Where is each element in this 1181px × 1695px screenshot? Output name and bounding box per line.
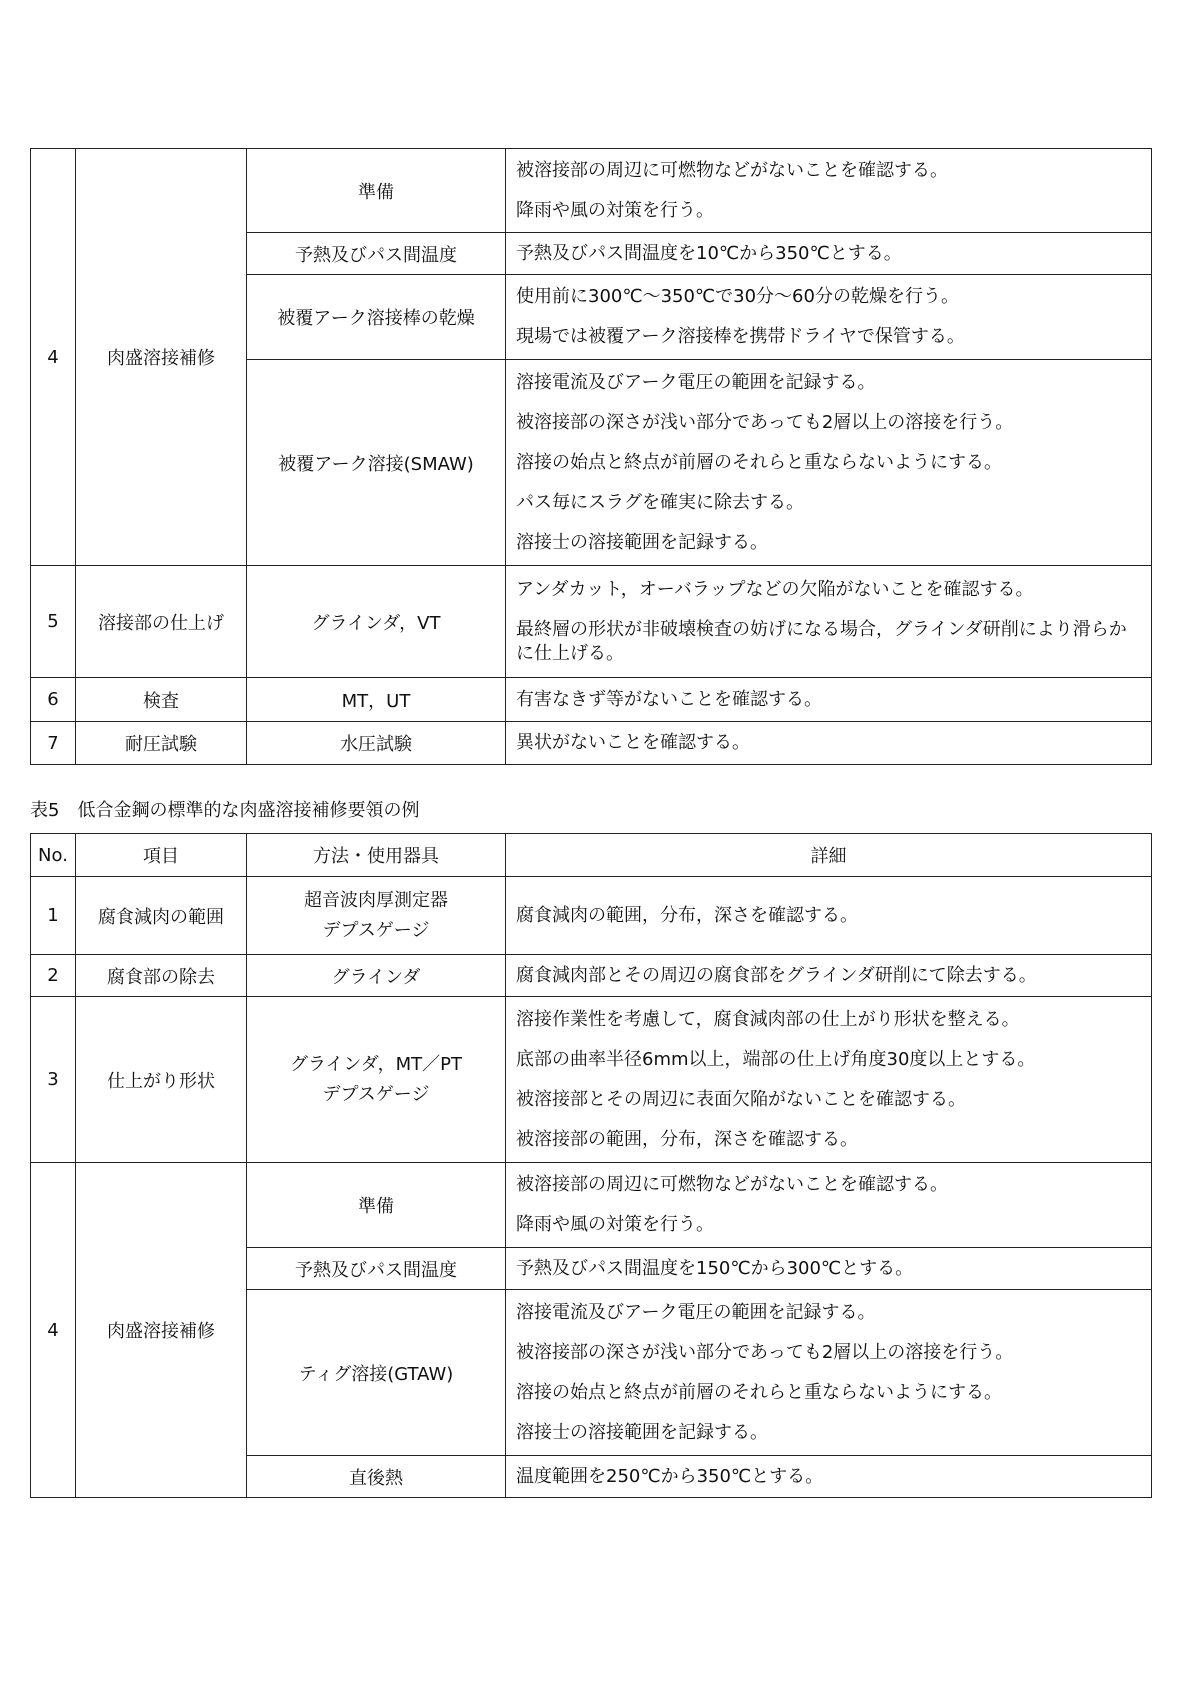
row-item: 肉盛溶接補修 [76,1163,247,1498]
detail-line: 被溶接部の深さが浅い部分であっても2層以上の溶接を行う。 [516,1341,1014,1363]
table5-low-alloy-steel-repair [30,833,1152,1498]
row-method: 直後熱 [247,1456,506,1498]
table-row [31,149,1152,233]
detail-line: 溶接作業性を考慮して，腐食減肉部の仕上がり形状を整える。 [516,1008,1020,1030]
table-row [31,997,1152,1163]
row-details [506,360,1152,566]
row-item: 肉盛溶接補修 [76,149,247,566]
row-no: 3 [31,997,76,1163]
row-no: 4 [31,1163,76,1498]
row-no: 6 [31,678,76,722]
row-details [506,678,1152,722]
row-method: MT，UT [247,678,506,722]
row-details [506,877,1152,955]
row-item: 検査 [76,678,247,722]
row-item: 溶接部の仕上げ [76,566,247,678]
table-row [31,678,1152,722]
detail-line: 腐食減肉の範囲，分布，深さを確認する。 [516,904,858,926]
row-item: 仕上がり形状 [76,997,247,1163]
detail-line: 予熱及びパス間温度を150℃から300℃とする。 [516,1257,914,1279]
detail-line: 最終層の形状が非破壊検査の妨げになる場合，グラインダ研削により滑らかに仕上げる。 [516,618,1127,664]
row-method: 準備 [247,149,506,233]
row-item: 腐食部の除去 [76,955,247,997]
detail-line: 被溶接部の範囲，分布，深さを確認する。 [516,1128,858,1150]
row-item: 耐圧試験 [76,722,247,765]
table-row [31,566,1152,678]
row-no: 4 [31,149,76,566]
detail-line: 被溶接部とその周辺に表面欠陥がないことを確認する。 [516,1088,966,1110]
detail-line: 降雨や風の対策を行う。 [516,199,714,221]
row-details [506,149,1152,233]
row-details [506,722,1152,765]
detail-line: 溶接士の溶接範囲を記録する。 [516,1421,768,1443]
row-details [506,997,1152,1163]
detail-line: 異状がないことを確認する。 [516,732,750,753]
table-row [31,877,1152,955]
detail-line: 被溶接部の深さが浅い部分であっても2層以上の溶接を行う。 [516,411,1014,433]
detail-line: 溶接の始点と終点が前層のそれらと重ならないようにする。 [516,1381,1002,1403]
row-details [506,1290,1152,1456]
header-method: 方法・使用器具 [247,834,506,877]
detail-line: 被溶接部の周辺に可燃物などがないことを確認する。 [516,1174,948,1195]
detail-line: 有害なきず等がないことを確認する。 [516,688,822,710]
row-no: 1 [31,877,76,955]
header-item: 項目 [76,834,247,877]
repair-procedure-table-continued [30,148,1152,765]
row-method: グラインダ，VT [247,566,506,678]
header-details: 詳細 [506,834,1152,877]
row-method: 予熱及びパス間温度 [247,1248,506,1290]
detail-line: 温度範囲を250℃から350℃とする。 [516,1465,824,1487]
row-no: 2 [31,955,76,997]
row-method: グラインダ，MT／PT デプスゲージ [247,997,506,1163]
table-row [31,1163,1152,1248]
row-method: 水圧試験 [247,722,506,765]
row-details [506,233,1152,275]
table-header-row [31,834,1152,877]
row-method: 超音波肉厚測定器 デプスゲージ [247,877,506,955]
detail-line: 使用前に300℃～350℃で30分～60分の乾燥を行う。 [516,286,959,307]
row-details [506,955,1152,997]
detail-line: 降雨や風の対策を行う。 [516,1214,714,1235]
row-details [506,566,1152,678]
row-details [506,1248,1152,1290]
table-row [31,722,1152,765]
table5-caption: 表5 低合金鋼の標準的な肉盛溶接補修要領の例 [30,800,420,821]
row-no: 7 [31,722,76,765]
row-no: 5 [31,566,76,678]
table-row [31,955,1152,997]
row-details [506,1163,1152,1248]
row-method: 被覆アーク溶接棒の乾燥 [247,275,506,360]
row-method: ティグ溶接(GTAW) [247,1290,506,1456]
detail-line: 溶接電流及びアーク電圧の範囲を記録する。 [516,1301,876,1323]
row-details [506,275,1152,360]
detail-line: 溶接士の溶接範囲を記録する。 [516,531,768,553]
row-method: 被覆アーク溶接(SMAW) [247,360,506,566]
detail-line: 現場では被覆アーク溶接棒を携帯ドライヤで保管する。 [516,326,965,347]
row-method: グラインダ [247,955,506,997]
detail-line: 溶接の始点と終点が前層のそれらと重ならないようにする。 [516,451,1002,473]
detail-line: 腐食減肉部とその周辺の腐食部をグラインダ研削にて除去する。 [516,964,1037,986]
row-details [506,1456,1152,1498]
detail-line: 溶接電流及びアーク電圧の範囲を記録する。 [516,371,876,393]
row-item: 腐食減肉の範囲 [76,877,247,955]
detail-line: 予熱及びパス間温度を10℃から350℃とする。 [516,242,902,264]
row-method: 準備 [247,1163,506,1248]
detail-line: 底部の曲率半径6mm以上，端部の仕上げ角度30度以上とする。 [516,1048,1036,1070]
detail-line: パス毎にスラグを確実に除去する。 [516,491,804,513]
header-no: No. [31,834,76,877]
row-method: 予熱及びパス間温度 [247,233,506,275]
detail-line: 被溶接部の周辺に可燃物などがないことを確認する。 [516,159,948,181]
detail-line: アンダカット，オーバラップなどの欠陥がないことを確認する。 [516,578,1034,600]
